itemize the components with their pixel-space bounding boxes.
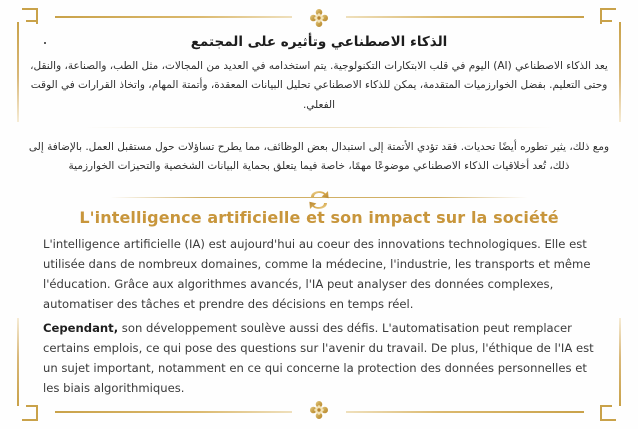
french-paragraph-1: L'intelligence artificielle (IA) est aujourd'hui au coeur des innovations technologiques. Elle est utilisée dans de nombreux domaines, comme la médecine, l'industrie, les transports et même l'éducation. Grâce aux algorithmes avancés, l'IA peut analyser des données complexes, automatiser des tâches et prendre des décisions en temps réel.: [43, 237, 591, 311]
corner-bracket-top-left-icon: [22, 8, 42, 28]
arabic-paragraph-1: يعد الذكاء الاصطناعي (AI) اليوم في قلب الابتكارات التكنولوجية. يتم استخدامه في العديد من المجالات، مثل الطب، والصناعة، والنقل، وحتى التعليم. بفضل الخوارزميات المتقدمة، يمكن للذكاء الاصطناعي تحليل البيانات المعقدة، وأتمتة المهام، واتخاذ القرارات في الوقت الفعلي.: [30, 59, 608, 111]
bottom-left-rule: [55, 411, 292, 413]
top-right-rule: [346, 16, 584, 18]
bottom-right-rule: [346, 411, 584, 413]
right-bottom-rule: [619, 318, 621, 406]
top-left-rule: [55, 16, 292, 18]
french-paragraph-2-lead: Cependant,: [43, 321, 119, 335]
arabic-section-2: [28, 138, 610, 177]
diamond-floral-ornament-top-icon: [307, 6, 331, 30]
french-paragraph-2-rest: son développement soulève aussi des défis. L'automatisation peut remplacer certains emplois, ce qui pose des questions sur l'avenir du travail. De plus, l'éthique de l'IA est un sujet important, notamment en ce qui concerne la protection des données personnelles et les biais algorithmiques.: [43, 321, 594, 395]
corner-bracket-bottom-left-icon: [22, 401, 42, 421]
diamond-floral-ornament-bottom-icon: [307, 398, 331, 422]
right-top-rule: [619, 22, 621, 122]
corner-bracket-top-right-icon: [596, 8, 616, 28]
corner-bracket-bottom-right-icon: [596, 401, 616, 421]
left-bottom-rule: [17, 318, 19, 406]
french-paragraph-2: [43, 319, 594, 399]
arabic-section-divider: [84, 127, 554, 128]
arabic-page-title: الذكاء الاصطناعي وتأثيره على المجتمع: [190, 34, 448, 50]
arabic-section: [28, 33, 610, 115]
left-top-rule: [17, 22, 19, 122]
arabic-paragraph-2: ومع ذلك، يثير تطوره أيضًا تحديات. فقد تؤدي الأتمتة إلى استبدال بعض الوظائف، مما يطرح تساؤلات حول مستقبل العمل. بالإضافة إلى ذلك، تُعد أخلاقيات الذكاء الاصطناعي موضوعًا مهمًا، خاصة فيما يتعلق بحماية البيانات الشخصية والتحيزات الخوارزمية: [28, 141, 610, 173]
french-page-title: L'intelligence artificielle et son impact sur la société: [79, 208, 559, 227]
